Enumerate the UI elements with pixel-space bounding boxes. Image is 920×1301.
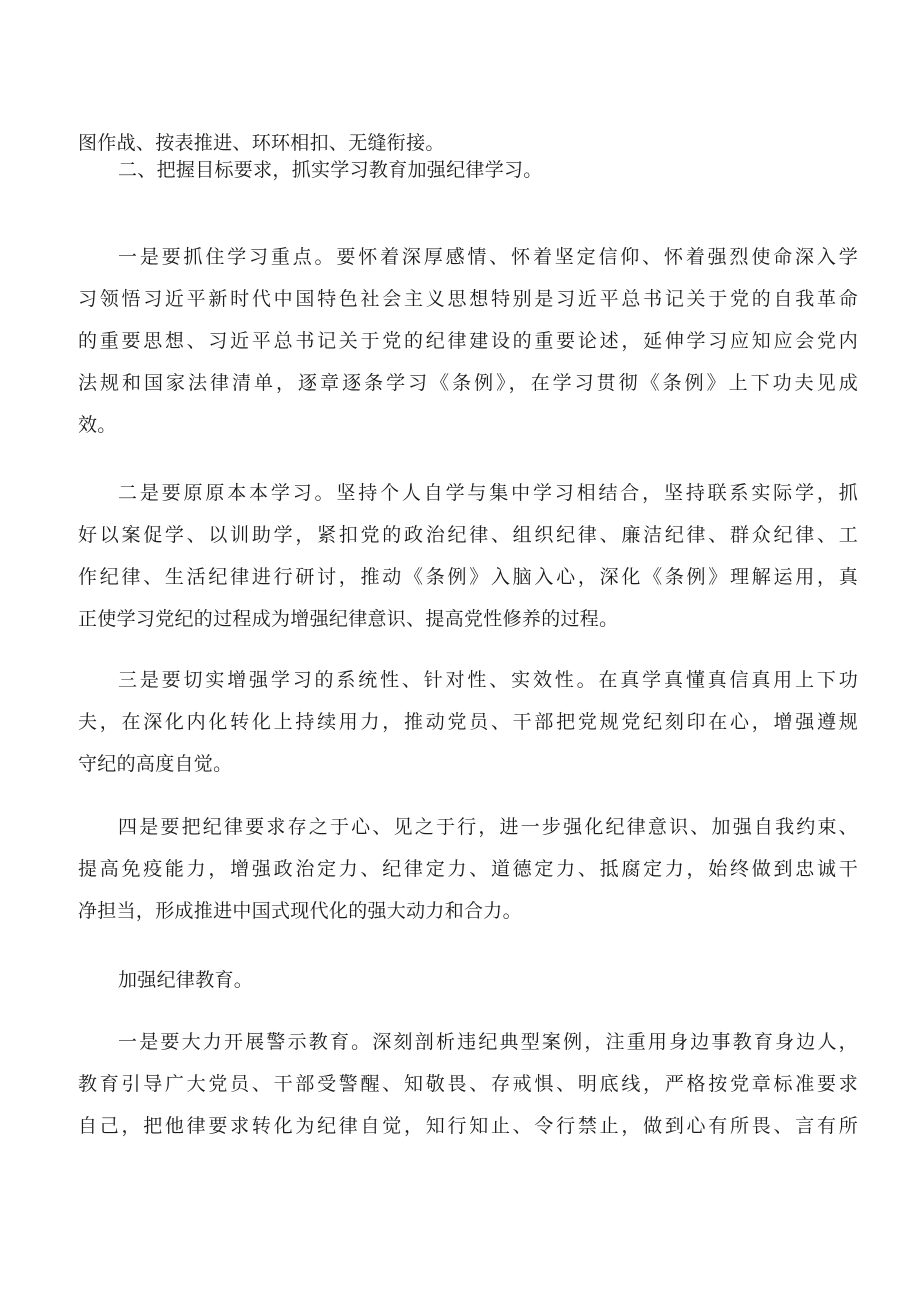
paragraph-line: 净担当，形成推进中国式现代化的强大动力和合力。 [78,900,522,922]
paragraph-line: 法规和国家法律清单，逐章逐条学习《条例》，在学习贯彻《条例》上下功夫见成 [78,372,858,394]
paragraph-line: 一是要抓住学习重点。要怀着深厚感情、怀着坚定信仰、怀着强烈使命深入学 [118,246,858,268]
paragraph-line: 习领悟习近平新时代中国特色社会主义思想特别是习近平总书记关于党的自我革命 [78,288,858,310]
paragraph-line: 四是要把纪律要求存之于心、见之于行，进一步强化纪律意识、加强自我约束、 [118,816,858,838]
paragraph-line: 效。 [78,414,117,436]
paragraph-line: 自己，把他律要求转化为纪律自觉，知行知止、令行禁止，做到心有所畏、言有所 [78,1115,858,1137]
paragraph-line: 提高免疫能力，增强政治定力、纪律定力、道德定力、抵腐定力，始终做到忠诚干 [78,858,858,880]
section-heading: 二、把握目标要求，抓实学习教育加强纪律学习。 [118,159,543,181]
paragraph-line: 作纪律、生活纪律进行研讨，推动《条例》入脑入心，深化《条例》理解运用，真 [78,566,858,588]
paragraph-line: 一是要大力开展警示教育。深刻剖析违纪典型案例，注重用身边事教育身边人， [118,1031,858,1053]
paragraph-line: 图作战、按表推进、环环相扣、无缝衔接。 [78,132,445,154]
paragraph-line: 教育引导广大党员、干部受警醒、知敬畏、存戒惧、明底线，严格按党章标准要求 [78,1073,858,1095]
paragraph-line: 守纪的高度自觉。 [78,753,233,775]
paragraph-line: 正使学习党纪的过程成为增强纪律意识、提高党性修养的过程。 [78,608,619,630]
section-heading: 加强纪律教育。 [118,969,254,991]
paragraph-line: 二是要原原本本学习。坚持个人自学与集中学习相结合，坚持联系实际学，抓 [118,482,858,504]
paragraph-line: 三是要切实增强学习的系统性、针对性、实效性。在真学真懂真信真用上下功 [118,669,858,691]
paragraph-line: 夫，在深化内化转化上持续用力，推动党员、干部把党规党纪刻印在心，增强遵规 [78,711,858,733]
paragraph-line: 好以案促学、以训助学，紧扣党的政治纪律、组织纪律、廉洁纪律、群众纪律、工 [78,524,858,546]
paragraph-line: 的重要思想、习近平总书记关于党的纪律建设的重要论述，延伸学习应知应会党内 [78,330,858,352]
